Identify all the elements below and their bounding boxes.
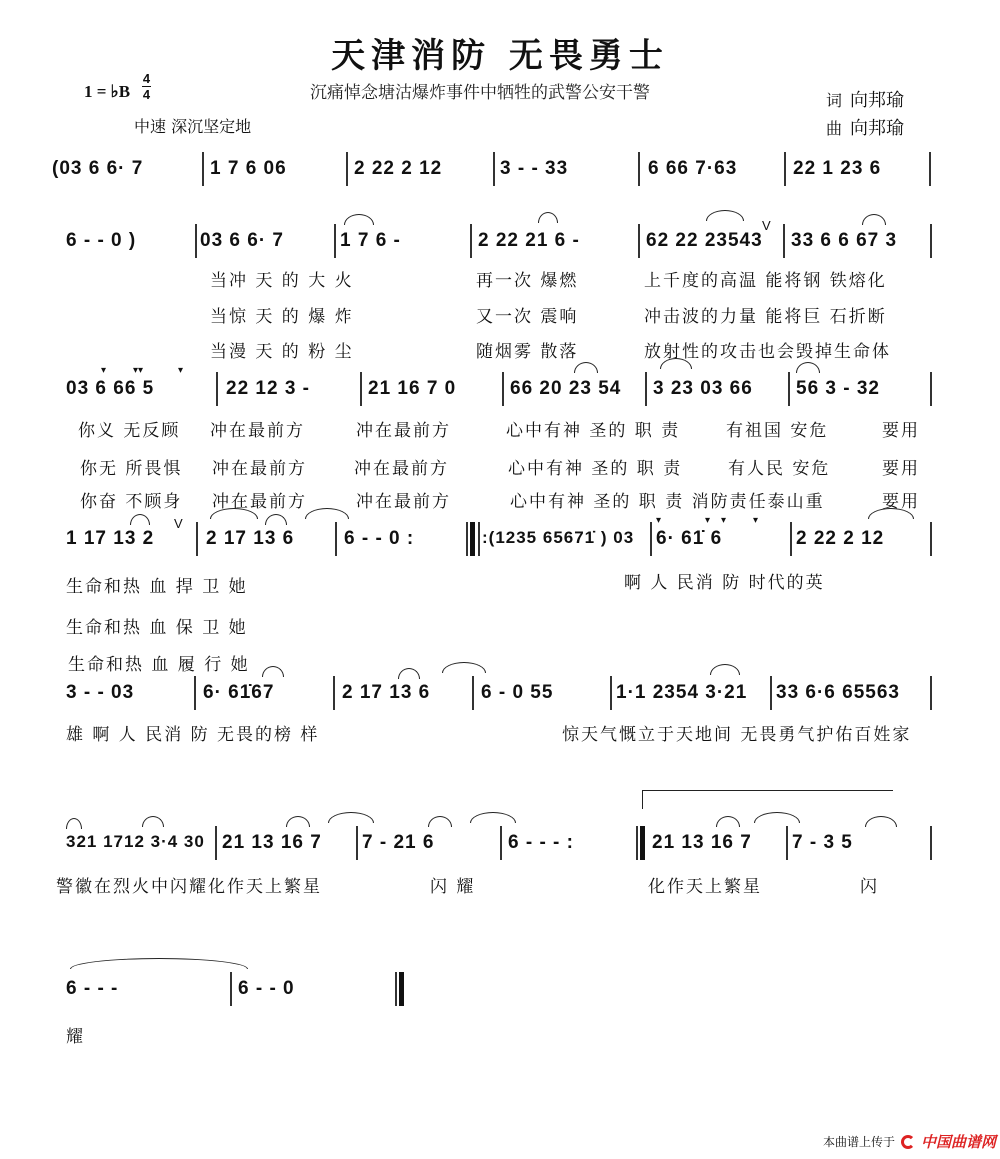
staff-line-3 <box>0 365 1000 412</box>
measure: 66 20 23 54 <box>510 378 622 399</box>
barline <box>930 676 932 710</box>
time-signature <box>142 72 151 101</box>
lyricist-role: 词 <box>826 91 843 110</box>
measure: 2 22 2 12 <box>354 158 443 179</box>
slur <box>305 508 349 519</box>
volta-bracket <box>642 790 893 809</box>
measure: 03 6 6· 7 <box>200 230 284 251</box>
measure: 3 23 03 66 <box>653 378 753 399</box>
measure: 62 22 23543 <box>646 230 763 251</box>
barline <box>216 372 218 406</box>
key-signature: 1 = ♭B <box>84 82 131 101</box>
slur <box>796 362 820 373</box>
measure: 1 7 6 - <box>340 230 401 251</box>
measure: 22 1 23 6 <box>793 158 882 179</box>
lyric-chorus: 啊 人 民消 防 时代的英 <box>624 573 825 593</box>
lyric-v3: 生命和热 血 履 行 她 <box>68 655 250 675</box>
accent-mark: ▾ <box>705 515 711 526</box>
composer-role: 曲 <box>826 119 843 138</box>
slur <box>344 214 374 225</box>
lyric-v1: 有祖国 安危 <box>726 421 829 441</box>
slur <box>574 362 598 373</box>
measure-interlude: :(1235 65671̇ ) 03 <box>482 528 635 547</box>
lyric-v2: 有人民 安危 <box>728 459 831 479</box>
accent-mark: ▾ <box>178 365 184 376</box>
measure: 2 17 13 6 <box>342 682 431 703</box>
staff-line-4 <box>0 515 1000 562</box>
tempo-marking: 中速 深沉坚定地 <box>134 117 252 136</box>
barline <box>356 826 358 860</box>
slur <box>862 214 886 225</box>
lyric-v1: 心中有神 圣的 职 责 <box>506 421 681 441</box>
composer-name: 向邦瑜 <box>850 118 905 139</box>
slur <box>865 816 897 827</box>
barline <box>783 224 785 258</box>
upload-text: 本曲谱上传于 <box>822 1135 895 1149</box>
measure: 21 13 16 7 <box>222 832 322 853</box>
lyric-v3: 放射性的攻击也会毁掉生命体 <box>644 342 891 362</box>
barline <box>346 152 348 186</box>
barline <box>195 224 197 258</box>
repeat-barline-thick <box>470 522 475 556</box>
measure: 321 1712 3·4 30 <box>66 832 205 851</box>
accent-mark: ▾ <box>753 515 759 526</box>
barline <box>194 676 196 710</box>
barline <box>493 152 495 186</box>
lyric-v1: 你义 无反顾 <box>78 421 181 441</box>
measure: 56 3 - 32 <box>796 378 880 399</box>
barline <box>472 676 474 710</box>
barline <box>500 826 502 860</box>
slur <box>754 812 800 823</box>
lyric-v2: 冲在最前方 <box>212 459 307 479</box>
barline <box>638 152 640 186</box>
measure: 33 6·6 65563 <box>776 682 900 703</box>
barline <box>650 522 652 556</box>
barline <box>930 826 932 860</box>
barline <box>335 522 337 556</box>
staff-line-7 <box>0 972 1000 1012</box>
measure: 6 - - - : <box>508 832 574 853</box>
repeat-barline <box>466 522 468 556</box>
slur <box>428 816 452 827</box>
barline <box>788 372 790 406</box>
barline <box>930 224 932 258</box>
slur <box>265 514 287 525</box>
lyric-v2: 你无 所畏惧 <box>80 459 183 479</box>
lyric-v3: 当漫 天 的 粉 尘 <box>210 342 354 362</box>
repeat-barline <box>478 522 480 556</box>
measure: 21 13 16 7 <box>652 832 752 853</box>
lyric-v1: 冲在最前方 <box>356 421 451 441</box>
slur <box>710 664 740 675</box>
slur <box>538 212 558 223</box>
barline <box>502 372 504 406</box>
measure: 2 17 13 6 <box>206 528 295 549</box>
final-barline <box>395 972 397 1006</box>
lyric-v2: 冲在最前方 <box>354 459 449 479</box>
measure: 2 22 21 6 - <box>478 230 580 251</box>
measure: 7 - 21 6 <box>362 832 435 853</box>
lyric-v1: 上千度的高温 能将钢 铁熔化 <box>644 271 887 291</box>
staff-line-6 <box>0 826 1000 866</box>
lyric-chorus: 雄 啊 人 民消 防 无畏的榜 样 <box>66 725 320 745</box>
slur <box>262 666 284 677</box>
breath-mark: V <box>174 516 183 531</box>
measure: 21 16 7 0 <box>368 378 457 399</box>
slur <box>328 812 374 823</box>
accent-mark: ▾ <box>101 365 107 376</box>
end-repeat-barline <box>636 826 638 860</box>
barline <box>470 224 472 258</box>
time-numerator: 4 <box>142 71 151 86</box>
measure: 6· 61̇ 6 <box>656 528 723 549</box>
site-logo-icon <box>901 1135 915 1149</box>
measure: 1 7 6 06 <box>210 158 287 179</box>
slur <box>142 816 164 827</box>
barline <box>770 676 772 710</box>
lyric-chorus: 惊天气慨立于天地间 无畏勇气护佑百姓家 <box>562 725 912 745</box>
lyricist-name: 向邦瑜 <box>850 90 905 111</box>
measure: 3 - - 03 <box>66 682 135 703</box>
barline <box>230 972 232 1006</box>
upload-footer <box>823 1131 996 1152</box>
barline <box>786 826 788 860</box>
slur <box>716 816 740 827</box>
composer-credit <box>826 114 904 140</box>
final-barline-thick <box>399 972 404 1006</box>
lyric-v3: 冲在最前方 <box>212 492 307 512</box>
lyric-v2: 冲击波的力量 能将巨 石折断 <box>644 307 887 327</box>
barline <box>202 152 204 186</box>
lyric-v2: 心中有神 圣的 职 责 <box>508 459 683 479</box>
staff-line-2 <box>0 218 1000 264</box>
lyric-chorus: 化作天上繁星 <box>648 877 762 897</box>
slur <box>398 668 420 679</box>
measure: 1·1 2354 3·21 <box>616 682 748 703</box>
barline <box>930 522 932 556</box>
dedication-subtitle: 沉痛悼念塘沽爆炸事件中牺牲的武警公安干警 <box>310 83 650 103</box>
lyric-v1: 要用 <box>882 421 920 441</box>
lyricist-credit <box>826 86 904 112</box>
staff-line-5 <box>0 676 1000 716</box>
barline <box>215 826 217 860</box>
lyric-chorus: 闪 <box>860 877 879 897</box>
time-denominator: 4 <box>142 87 151 102</box>
measure: 6 - - 0 ) <box>66 230 137 251</box>
lyric-ending: 耀 <box>66 1027 85 1047</box>
accent-mark: ▾ <box>656 515 662 526</box>
accent-mark: ▾ <box>721 515 727 526</box>
lyric-v3: 要用 <box>882 492 920 512</box>
measure: 1 17 13 2 <box>66 528 155 549</box>
measure: 22 12 3 - <box>226 378 310 399</box>
lyric-v3: 你奋 不顾身 <box>80 492 183 512</box>
lyric-v1: 冲在最前方 <box>210 421 305 441</box>
slur <box>130 514 150 525</box>
lyric-v1: 生命和热 血 捍 卫 她 <box>66 577 248 597</box>
slur <box>66 818 82 829</box>
barline <box>196 522 198 556</box>
slur <box>706 210 744 221</box>
lyric-v1: 再一次 爆燃 <box>476 271 579 291</box>
lyric-v3: 随烟雾 散落 <box>476 342 579 362</box>
measure: 7 - 3 5 <box>792 832 853 853</box>
barline <box>610 676 612 710</box>
slur <box>470 812 516 823</box>
barline <box>645 372 647 406</box>
barline <box>638 224 640 258</box>
tie <box>70 958 248 969</box>
song-title: 天津消防 无畏勇士 <box>331 36 669 76</box>
barline <box>784 152 786 186</box>
site-name-link[interactable]: 中国曲谱网 <box>920 1133 996 1151</box>
barline <box>334 224 336 258</box>
lyric-v2: 当惊 天 的 爆 炸 <box>210 307 354 327</box>
slur <box>286 816 310 827</box>
measure: 3 - - 33 <box>500 158 569 179</box>
barline <box>790 522 792 556</box>
end-repeat-barline-thick <box>640 826 645 860</box>
slur <box>442 662 486 673</box>
lyric-chorus: 警徽在烈火中闪耀化作天上繁星 <box>56 877 322 897</box>
measure: 33 6 6 67 3 <box>791 230 898 251</box>
measure: (03 6 6· 7 <box>52 158 144 179</box>
measure: 6 - - 0 <box>238 978 295 999</box>
accent-mark: ▾▾ <box>133 365 144 376</box>
measure: 6 - - 0 : <box>344 528 415 549</box>
measure: 6· 61̇67 <box>203 682 275 703</box>
lyric-v2: 生命和热 血 保 卫 她 <box>66 618 248 638</box>
lyric-v1: 当冲 天 的 大 火 <box>210 271 354 291</box>
lyric-v3: 心中有神 圣的 职 责 消防责任泰山重 <box>510 492 825 512</box>
barline <box>360 372 362 406</box>
measure: 2 22 2 12 <box>796 528 885 549</box>
lyric-v2: 要用 <box>882 459 920 479</box>
lyric-v3: 冲在最前方 <box>356 492 451 512</box>
measure: 6 - 0 55 <box>481 682 554 703</box>
lyric-chorus: 闪 耀 <box>430 877 476 897</box>
measure: 6 - - - <box>66 978 119 999</box>
lyric-v2: 又一次 震响 <box>476 307 579 327</box>
staff-line-1 <box>0 152 1000 192</box>
breath-mark: V <box>762 218 771 233</box>
measure: 03 6 66 5 <box>66 378 155 399</box>
barline <box>333 676 335 710</box>
barline <box>929 152 931 186</box>
measure: 6 66 7·63 <box>648 158 738 179</box>
barline <box>930 372 932 406</box>
